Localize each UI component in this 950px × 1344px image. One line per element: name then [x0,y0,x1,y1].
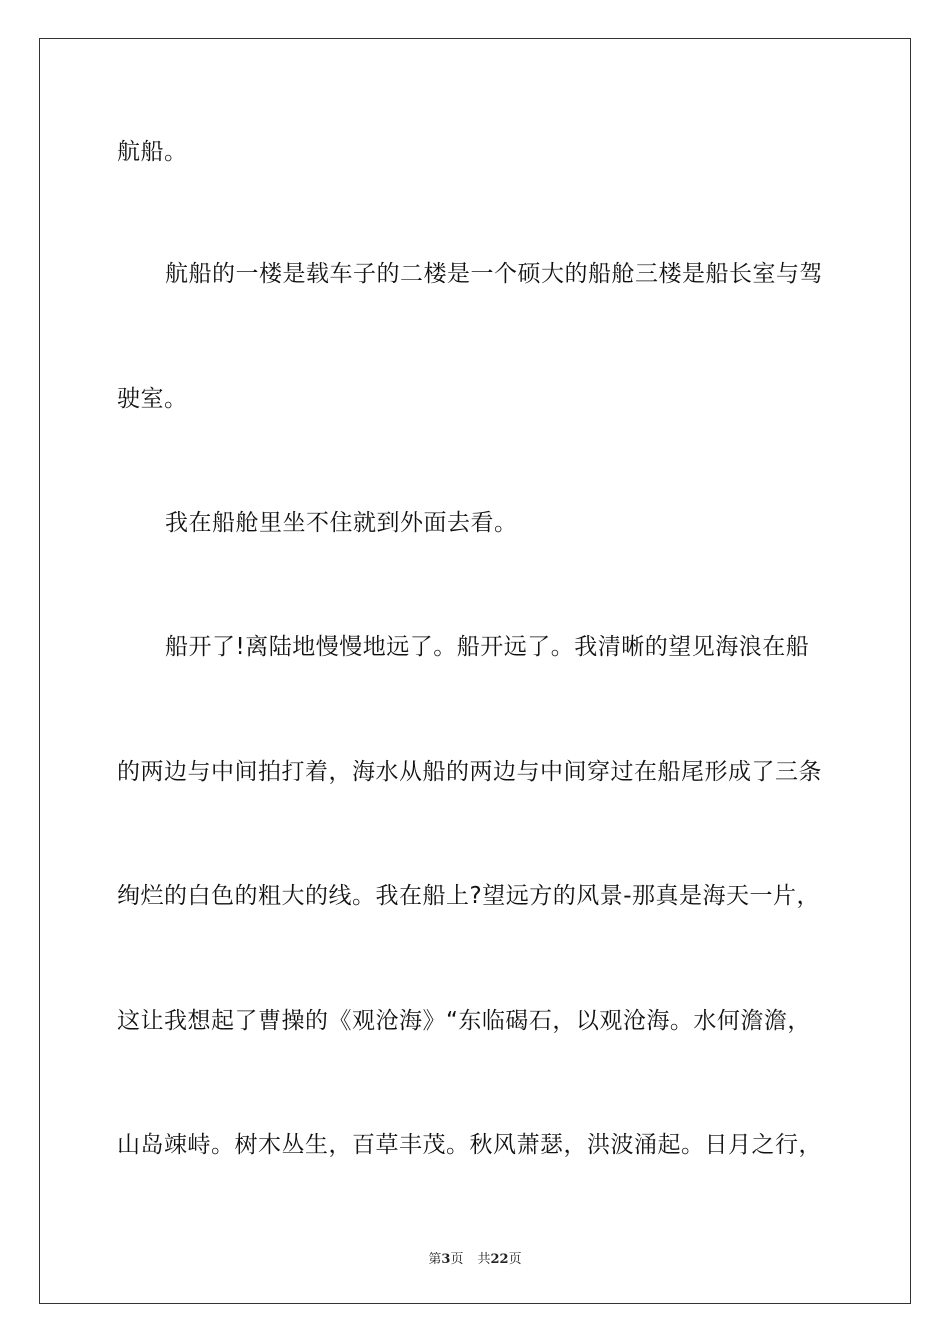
text-line-2: 航船的一楼是载车子的二楼是一个硕大的船舱三楼是船长室与驾 [165,261,823,287]
text-line-6: 的两边与中间拍打着，海水从船的两边与中间穿过在船尾形成了三条 [117,759,822,785]
total-pages: 22 [490,1252,509,1267]
total-prefix: 共 [477,1252,491,1267]
page-footer [0,1248,950,1267]
text-line-5: 船开了!离陆地慢慢地远了。船开远了。我清晰的望见海浪在船 [165,634,810,660]
text-line-3: 驶室。 [117,386,188,412]
total-suffix: 页 [508,1252,522,1267]
page-border [39,38,911,1304]
text-line-8: 这让我想起了曹操的《观沧海》“东临碣石，以观沧海。水何澹澹， [117,1008,811,1034]
page-number: 3 [441,1252,451,1267]
text-line-4: 我在船舱里坐不住就到外面去看。 [165,510,518,536]
text-line-7: 绚烂的白色的粗大的线。我在船上?望远方的风景-那真是海天一片， [117,883,821,909]
text-line-1: 航船。 [117,139,188,165]
page-suffix: 页 [450,1252,464,1267]
page-prefix: 第 [428,1252,442,1267]
text-line-9: 山岛竦峙。树木丛生，百草丰茂。秋风萧瑟，洪波涌起。日月之行， [117,1132,822,1158]
